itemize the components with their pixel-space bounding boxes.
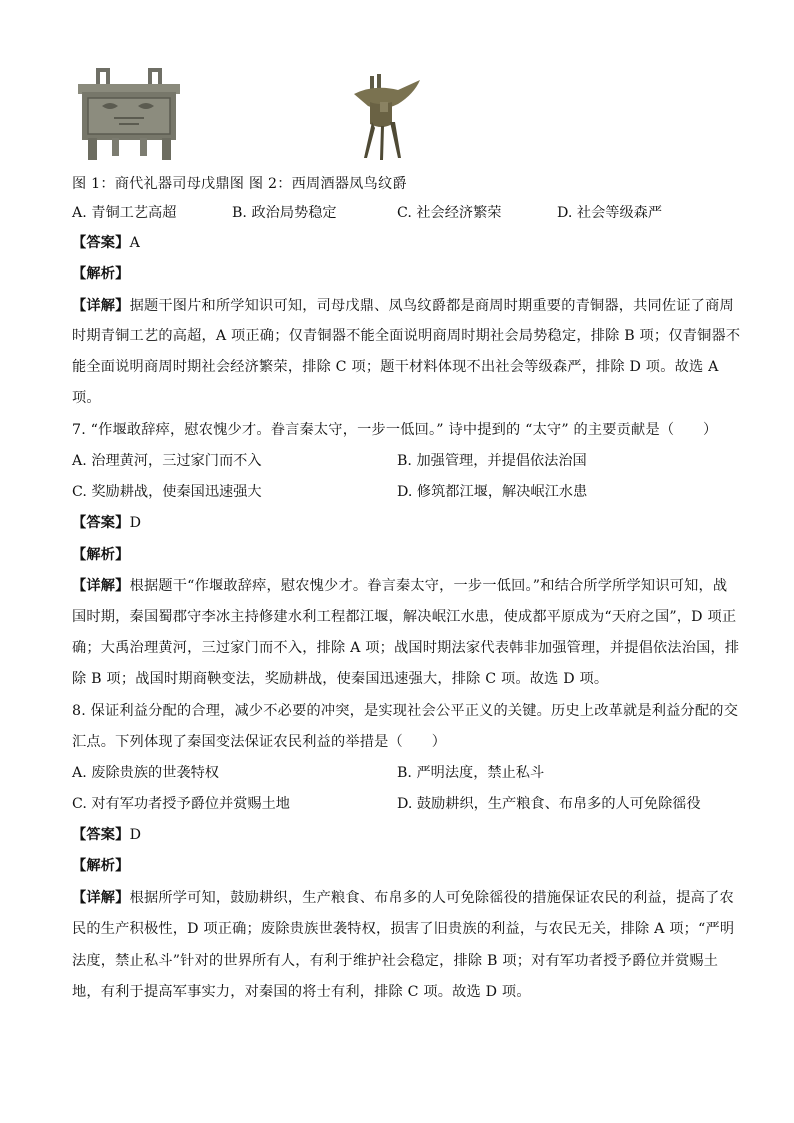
q7-stem: 7. “作堰敢辞瘁，慰农愧少才。眷言秦太守，一步一低回。” 诗中提到的 “太守” 的主要贡献是（ ） <box>72 422 718 438</box>
q8-detail-line <box>72 888 734 908</box>
q8-option-a: A. 废除贵族的世袭特权 <box>72 765 219 781</box>
q6-detail-line: 项。 <box>72 390 101 406</box>
detail-text: 据题干图片和所学知识可知，司母戊鼎、凤鸟纹爵都是商周时期重要的青铜器，共同佐证了商周 <box>129 298 734 314</box>
detail-tag: 【详解】 <box>72 298 130 314</box>
q7-option-a: A. 治理黄河，三过家门而不入 <box>72 453 262 469</box>
q6-detail-line: 能全面说明商周时期社会经济繁荣，排除 C 项；题干材料体现不出社会等级森严，排除 D 项。故选 A <box>72 359 719 375</box>
q8-detail-line: 法度，禁止私斗”针对的世界所有人，有利于维护社会稳定，排除 B 项；对有军功者授予爵位并赏赐土 <box>72 953 719 969</box>
answer-value: D <box>129 827 142 843</box>
answer-tag: 【答案】 <box>72 827 130 843</box>
q6-option-b: B. 政治局势稳定 <box>232 205 337 221</box>
q8-stem: 8. 保证利益分配的合理，减少不必要的冲突，是实现社会公平正义的关键。历史上改革就是利益分配的交 <box>72 703 739 719</box>
q7-answer <box>72 513 141 533</box>
q8-option-d: D. 鼓励耕织，生产粮食、布帛多的人可免除徭役 <box>397 796 701 812</box>
q8-analysis-tag: 【解析】 <box>72 858 130 874</box>
q6-answer <box>72 233 140 253</box>
q6-option-a: A. 青铜工艺高超 <box>72 205 177 221</box>
answer-value: A <box>129 235 141 251</box>
q7-detail-line: 国时期，秦国蜀郡守李冰主持修建水利工程都江堰，解决岷江水患，使成都平原成为“天府之国”，D 项正 <box>72 609 737 625</box>
detail-text: 根据所学可知，鼓励耕织，生产粮食、布帛多的人可免除徭役的措施保证农民的利益，提高了农 <box>129 890 734 906</box>
ding-vessel-image <box>74 66 184 162</box>
q8-stem: 汇点。下列体现了秦国变法保证农民利益的举措是（ ） <box>72 734 447 750</box>
detail-text: 根据题干“作堰敢辞瘁，慰农愧少才。眷言秦太守，一步一低回。”和结合所学所学知识可知，战 <box>129 578 728 594</box>
q6-analysis-tag: 【解析】 <box>72 266 130 282</box>
q6-option-d: D. 社会等级森严 <box>557 205 663 221</box>
detail-tag: 【详解】 <box>72 578 130 594</box>
answer-tag: 【答案】 <box>72 515 130 531</box>
jue-vessel-image <box>350 72 424 162</box>
q8-detail-line: 民的生产积极性，D 项正确；废除贵族世袭特权，损害了旧贵族的利益，与农民无关，排除 A 项；“严明 <box>72 921 735 937</box>
q7-option-c: C. 奖励耕战，使秦国迅速强大 <box>72 484 262 500</box>
q8-detail-line: 地，有利于提高军事实力，对秦国的将士有利，排除 C 项。故选 D 项。 <box>72 984 531 1000</box>
answer-value: D <box>129 515 142 531</box>
q7-option-d: D. 修筑都江堰，解决岷江水患 <box>397 484 588 500</box>
q7-analysis-tag: 【解析】 <box>72 547 130 563</box>
figure-caption: 图 1：商代礼器司母戊鼎图 图 2：西周酒器凤鸟纹爵 <box>72 176 407 192</box>
q7-option-b: B. 加强管理，并提倡依法治国 <box>397 453 587 469</box>
q6-detail-line <box>72 296 734 316</box>
answer-tag: 【答案】 <box>72 235 130 251</box>
q7-detail-line: 除 B 项；战国时期商鞅变法，奖励耕战，使秦国迅速强大，排除 C 项。故选 D 项。 <box>72 671 609 687</box>
q8-option-c: C. 对有军功者授予爵位并赏赐土地 <box>72 796 290 812</box>
q7-detail-line <box>72 576 727 596</box>
q8-option-b: B. 严明法度，禁止私斗 <box>397 765 545 781</box>
q7-detail-line: 确；大禹治理黄河，三过家门而不入，排除 A 项；战国时期法家代表韩非加强管理，并提倡依法治国，排 <box>72 640 740 656</box>
q8-answer <box>72 825 141 845</box>
q6-option-c: C. 社会经济繁荣 <box>397 205 502 221</box>
q6-detail-line: 时期青铜工艺的高超，A 项正确；仅青铜器不能全面说明商周时期社会局势稳定，排除 B 项；仅青铜器不 <box>72 328 741 344</box>
detail-tag: 【详解】 <box>72 890 130 906</box>
